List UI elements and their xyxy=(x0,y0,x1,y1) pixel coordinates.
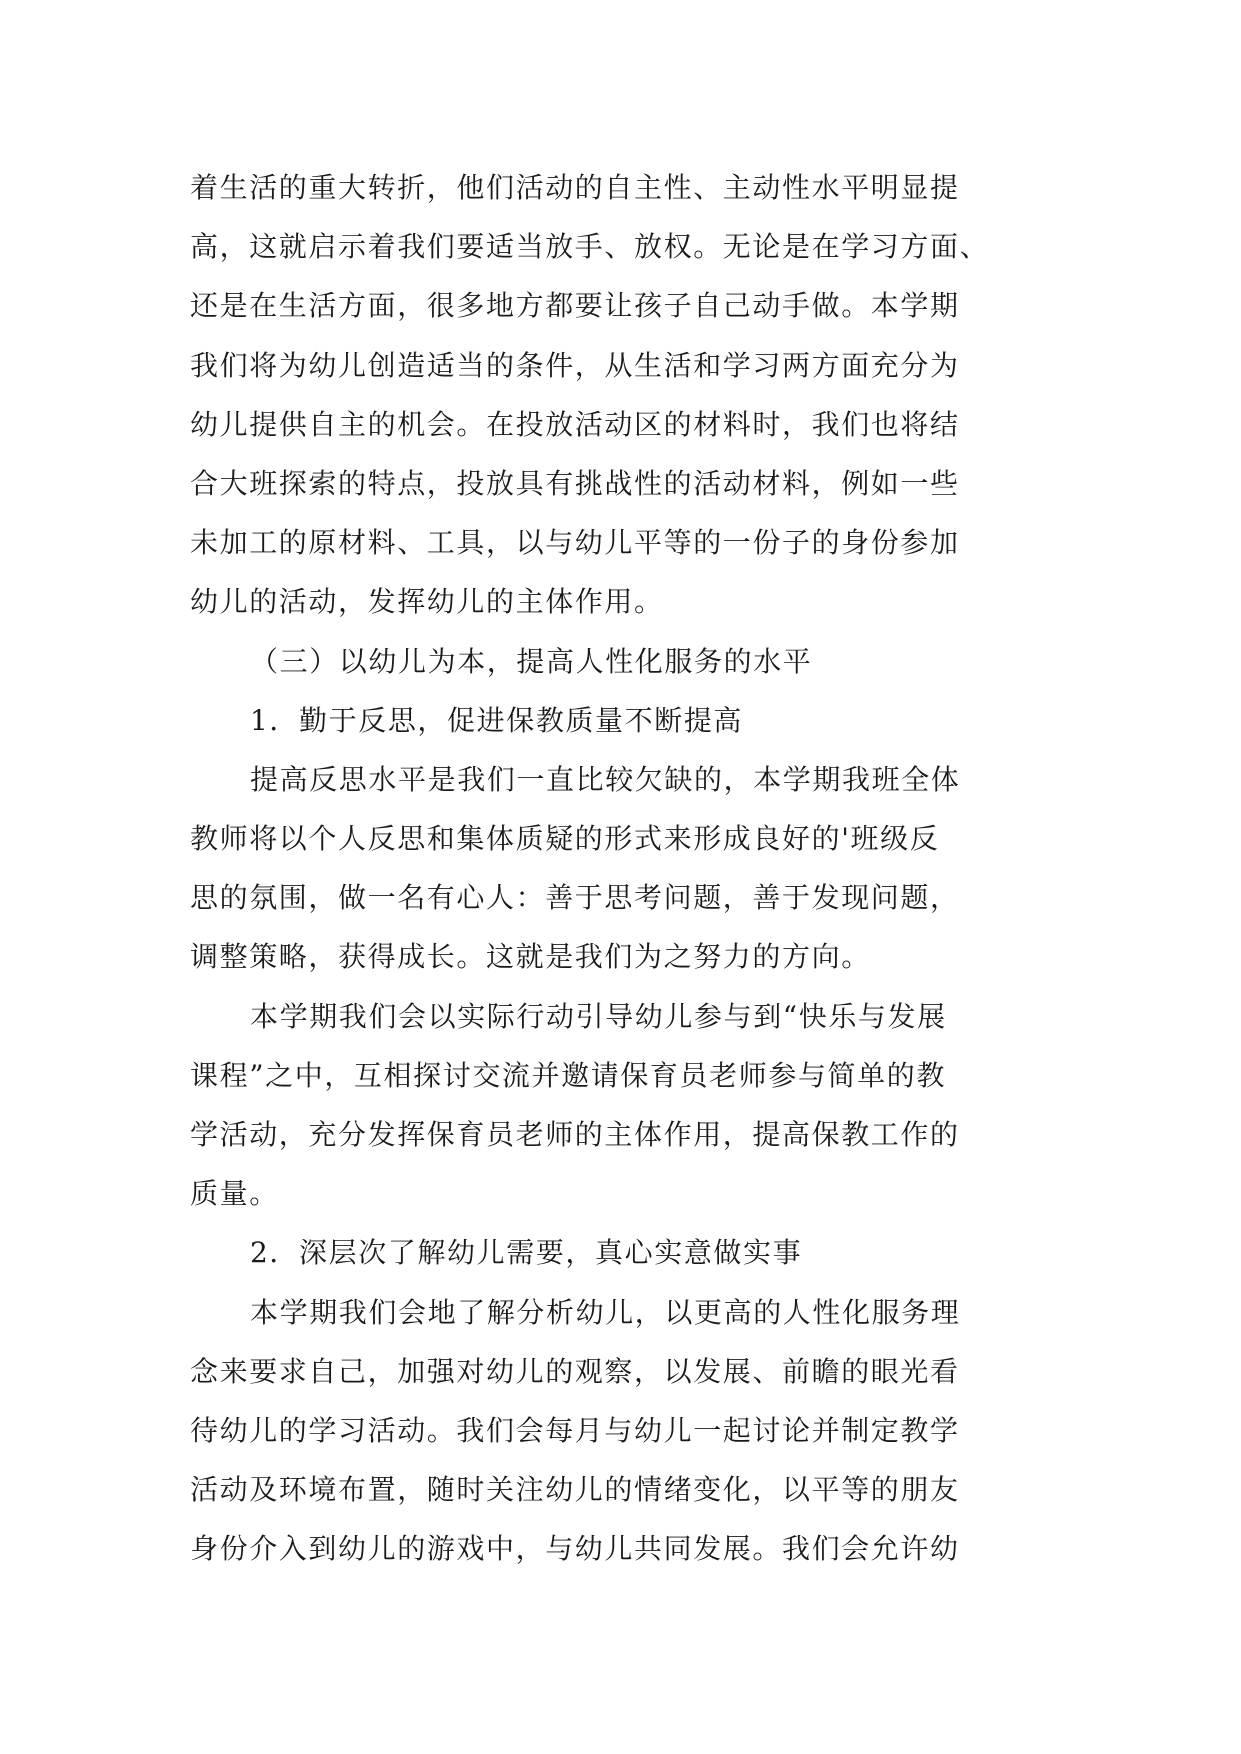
text-line: 还是在生活方面，很多地方都要让孩子自己动手做。本学期 xyxy=(190,289,960,323)
subsection-heading: 2．深层次了解幼儿需要，真心实意做实事 xyxy=(250,1236,803,1270)
text-line: 教师将以个人反思和集体质疑的形式来形成良好的'班级反 xyxy=(190,822,940,856)
text-line: 活动及环境布置，随时关注幼儿的情绪变化，以平等的朋友 xyxy=(190,1473,960,1507)
text-line: 未加工的原材料、工具，以与幼儿平等的一份子的身份参加 xyxy=(190,526,960,560)
text-line: 高，这就启示着我们要适当放手、放权。无论是在学习方面、 xyxy=(190,230,990,264)
section-heading: （三）以幼儿为本，提高人性化服务的水平 xyxy=(250,644,813,678)
text-line: 本学期我们会以实际行动引导幼儿参与到“快乐与发展 xyxy=(250,999,947,1033)
text-line: 幼儿提供自主的机会。在投放活动区的材料时，我们也将结 xyxy=(190,407,960,441)
text-line: 课程”之中，互相探讨交流并邀请保育员老师参与简单的教 xyxy=(190,1058,946,1092)
text-line: 幼儿的活动，发挥幼儿的主体作用。 xyxy=(190,585,664,619)
text-line: 我们将为幼儿创造适当的条件，从生活和学习两方面充分为 xyxy=(190,348,960,382)
text-line: 思的氛围，做一名有心人：善于思考问题，善于发现问题， xyxy=(190,881,960,915)
text-line: 念来要求自己，加强对幼儿的观察，以发展、前瞻的眼光看 xyxy=(190,1354,960,1388)
document-page xyxy=(190,158,1060,1579)
text-line: 待幼儿的学习活动。我们会每月与幼儿一起讨论并制定教学 xyxy=(190,1413,960,1447)
text-line: 本学期我们会地了解分析幼儿，以更高的人性化服务理 xyxy=(250,1295,961,1329)
subsection-heading: 1．勤于反思，促进保教质量不断提高 xyxy=(250,703,744,737)
text-line: 着生活的重大转折，他们活动的自主性、主动性水平明显提 xyxy=(190,171,960,204)
text-line: 提高反思水平是我们一直比较欠缺的，本学期我班全体 xyxy=(250,762,961,796)
text-line: 合大班探索的特点，投放具有挑战性的活动材料，例如一些 xyxy=(190,466,960,500)
text-line: 身份介入到幼儿的游戏中，与幼儿共同发展。我们会允许幼 xyxy=(190,1532,960,1566)
text-line: 学活动，充分发挥保育员老师的主体作用，提高保教工作的 xyxy=(190,1118,960,1151)
text-line: 质量。 xyxy=(190,1177,279,1211)
text-line: 调整策略，获得成长。这就是我们为之努力的方向。 xyxy=(190,940,871,974)
